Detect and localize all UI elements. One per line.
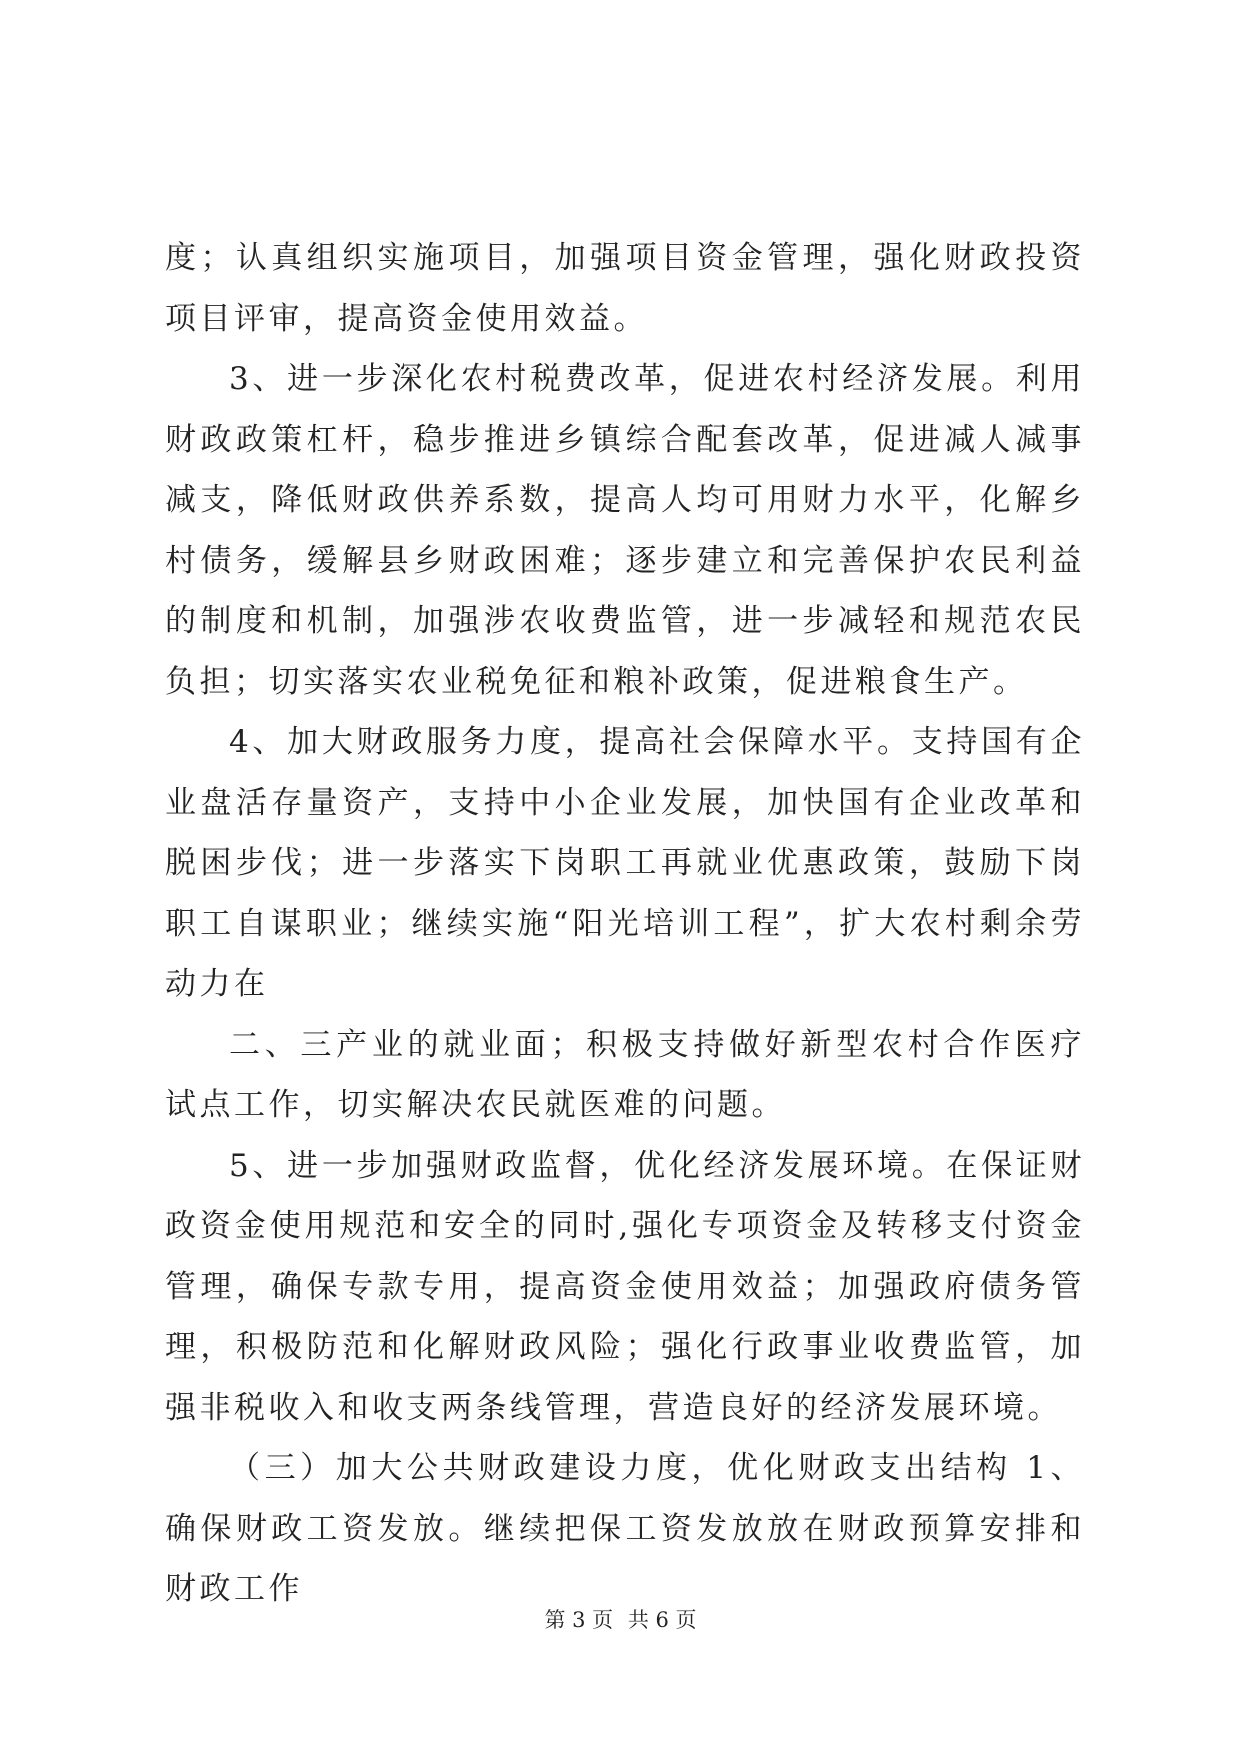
document-body: [165, 228, 1085, 1620]
paragraph-item-5: 5、进一步加强财政监督，优化经济发展环境。在保证财政资金使用规范和安全的同时,强化专项资金及转移支付资金管理，确保专款专用，提高资金使用效益；加强政府债务管理，积极防范和化解财政风险；强化行政事业收费监管，加强非税收入和收支两条线管理，营造良好的经济发展环境。: [165, 1147, 1085, 1426]
paragraph-item-3: 3、进一步深化农村税费改革，促进农村经济发展。利用财政政策杠杆，稳步推进乡镇综合配套改革，促进减人减事减支，降低财政供养系数，提高人均可用财力水平，化解乡村债务，缓解县乡财政困难；逐步建立和完善保护农民利益的制度和机制，加强涉农收费监管，进一步减轻和规范农民负担；切实落实农业税免征和粮补政策，促进粮食生产。: [165, 361, 1085, 700]
paragraph-item-4: 4、加大财政服务力度，提高社会保障水平。支持国有企业盘活存量资产，支持中小企业发展，加快国有企业改革和脱困步伐；进一步落实下岗职工再就业优惠政策，鼓励下岗职工自谋职业；继续实施“阳光培训工程”，扩大农村剩余劳动力在: [165, 724, 1085, 1002]
page-number: 第 3 页: [544, 1608, 614, 1632]
paragraph-section-3: （三）加大公共财政建设力度，优化财政支出结构 1、确保财政工资发放。继续把保工资发放放在财政预算安排和财政工作: [165, 1450, 1085, 1607]
page-total: 共 6 页: [627, 1608, 697, 1632]
paragraph-continuation: 度；认真组织实施项目，加强项目资金管理，强化财政投资项目评审，提高资金使用效益。: [165, 240, 1085, 337]
page-footer: [0, 1604, 1241, 1634]
paragraph-item-4-continued: 二、三产业的就业面；积极支持做好新型农村合作医疗试点工作，切实解决农民就医难的问题。: [165, 1026, 1085, 1123]
